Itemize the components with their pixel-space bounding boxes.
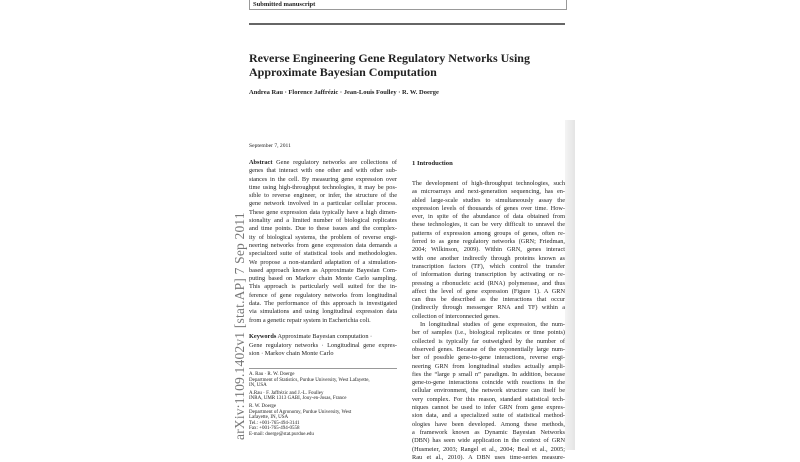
- introduction-line: ferred to as gene regulatory networks (GRN; Friedman,: [412, 238, 565, 246]
- title-line-2: Approximate Bayesian Computation: [249, 65, 437, 79]
- introduction-line: The development of high-throughput technologies, such: [412, 180, 565, 187]
- keywords-line: [249, 333, 397, 341]
- introduction-line: (Husmeier, 2003; Rangel et al., 2004; Beal et al., 2005;: [412, 445, 565, 453]
- introduction-line: collection of interconnected genes.: [412, 312, 500, 320]
- introduction-line: collected is typically far outweighed by the number of: [412, 337, 565, 345]
- introduction-line: gene-to-gene interactions coincide with reactions in the: [412, 379, 565, 387]
- abstract-line: [249, 250, 397, 258]
- abstract-line: [249, 275, 397, 283]
- introduction-line: these technologies, it can be very difficult to unravel the: [412, 221, 565, 229]
- submitted-manuscript-header: Submitted manuscript: [249, 0, 567, 10]
- abstract-line-text: specialized suite of statistical tools and methodologies.: [249, 250, 397, 258]
- arxiv-stamp: arXiv:1109.1402v1 [stat.AP] 7 Sep 2011: [232, 212, 247, 440]
- abstract-line: [249, 200, 397, 208]
- introduction-line: Rau et al., 2010). A DBN uses time-series measure-: [412, 453, 565, 461]
- author-list: Andrea Rau · Florence Jaffrézic · Jean-Louis Foulley · R. W. Doerge: [249, 89, 439, 96]
- affiliation-line: A.Rau · F. Jaffrézic and J.-L. Foulley: [249, 390, 324, 396]
- paper-title: [249, 51, 569, 79]
- affiliation-line: Department of Statistics, Purdue University, West Lafayette,: [249, 377, 370, 383]
- keywords-line-text: Gene regulatory networks · Longitudinal gene expres-: [249, 341, 397, 349]
- abstract-line-text: stances in the cell. By measuring gene expression over: [249, 175, 397, 183]
- abstract-line-text: genes that interact with one other and with other sub-: [249, 167, 397, 175]
- introduction-line: pressing a ribonucleic acid (RNA) polymerase, and thus: [412, 279, 565, 287]
- section-heading-introduction: 1 Introduction: [412, 160, 453, 167]
- introduction-line: (indirectly through messenger RNA and TF) within a: [412, 304, 565, 312]
- abstract-line-text: This approach is particularly well suited for the in-: [249, 283, 397, 291]
- introduction-line: sion data, and a specialized suite of statistical method-: [412, 412, 565, 420]
- abstract-line: [249, 300, 397, 308]
- abstract-line: [249, 267, 397, 275]
- affiliation-line: R. W. Doerge: [249, 403, 277, 409]
- introduction-line: abled large-scale studies to simultaneously assay the: [412, 196, 565, 204]
- abstract-line-text: sionality and a limited number of biological replicates: [249, 217, 397, 225]
- abstract-column: [249, 159, 397, 358]
- introduction-line: ber of samples (i.e., biological replicates or time points): [412, 329, 565, 337]
- abstract-line: [249, 317, 397, 325]
- abstract-line-text: and time points. Due to these issues and the complex-: [249, 225, 397, 233]
- abstract-line-text: We propose a non-standard adaptation of a simulation-: [249, 258, 397, 266]
- abstract-line-text: via simulations and using longitudinal expression data: [249, 308, 397, 316]
- affiliation-line: Department of Agronomy, Purdue University, West: [249, 409, 352, 415]
- affiliation-line: INRA, UMR 1313 GABI, Jouy-en-Josas, France: [249, 396, 347, 402]
- introduction-line: cellular environment, the network structure can itself be: [412, 387, 565, 395]
- introduction-line: transcription factors (TF), which control the transfer: [412, 262, 565, 270]
- introduction-line: ber of possible gene-to-gene interactions, reverse engi-: [412, 354, 565, 362]
- abstract-line-text: ity of biological systems, the problem of reverse engi-: [249, 233, 397, 241]
- keywords-label: Keywords: [249, 333, 277, 341]
- keywords-line: [249, 342, 397, 350]
- abstract-line: [249, 292, 397, 300]
- abstract-line: [249, 225, 397, 233]
- affiliations: [249, 372, 397, 440]
- title-line-1: Reverse Engineering Gene Regulatory Networks Using: [249, 51, 530, 65]
- introduction-line: ologies have been developed. Among these methods,: [412, 420, 565, 428]
- abstract-line-text: data. The performance of this approach is investigated: [249, 300, 397, 308]
- introduction-line: patterns of expression among groups of genes, often re-: [412, 229, 565, 237]
- introduction-line: as microarrays and next-generation sequencing, has en-: [412, 188, 565, 196]
- introduction-line: ever, in spite of the abundance of data obtained from: [412, 213, 565, 221]
- introduction-line: expression levels of thousands of genes over time. How-: [412, 204, 565, 212]
- abstract-line-text: gene network involved in a particular cellular process.: [249, 200, 397, 208]
- introduction-line: with one another indirectly through proteins known as: [412, 254, 565, 262]
- introduction-line: (DBN) has seen wide application in the context of GRN: [412, 437, 565, 445]
- abstract-line: [249, 308, 397, 316]
- introduction-line: affect the level of gene expression (Figure 1). A GRN: [412, 287, 565, 295]
- affiliation-line: Tel.: +001-765-494-3141: [249, 420, 300, 426]
- abstract-line-text: ference of gene regulatory networks from longitudinal: [249, 291, 397, 299]
- introduction-line: In longitudinal studies of gene expression, the num-: [420, 321, 565, 329]
- page-edge-shadow: [565, 120, 575, 450]
- abstract-line-text: from a genetic repair system in Escherichia coli.: [249, 316, 371, 324]
- keywords-line: [249, 350, 397, 358]
- affiliation-line: Fax: +001-765-494-0558: [249, 426, 300, 432]
- abstract-line: [249, 192, 397, 200]
- abstract-line-text: These gene expression data typically have a high dimen-: [249, 208, 397, 216]
- keywords-line-text: sion · Markov chain Monte Carlo: [249, 349, 334, 357]
- abstract-line: [249, 167, 397, 175]
- abstract-line: [249, 283, 397, 291]
- introduction-line: a framework known as Dynamic Bayesian Networks: [412, 428, 565, 436]
- affiliation-line: E-mail: doerge@stat.purdue.edu: [249, 431, 314, 437]
- introduction-line: observed genes. Because of the exponentially large num-: [412, 345, 565, 353]
- abstract-label: Abstract: [249, 159, 273, 166]
- abstract-line-text: time using high-throughput technologies, it may be pos-: [249, 183, 397, 191]
- abstract-line: [249, 159, 397, 167]
- abstract-line: [249, 259, 397, 267]
- keywords-line-text: Approximate Bayesian computation ·: [277, 333, 373, 341]
- abstract-line-text: puting based on Markov chain Monte Carlo sampling.: [249, 275, 397, 283]
- abstract-line-text: based approach known as Approximate Bayesian Com-: [249, 266, 397, 274]
- abstract-line-text: Gene regulatory networks are collections of: [276, 159, 397, 166]
- introduction-line: neering GRN from longitudinal studies actually ampli-: [412, 362, 565, 370]
- introduction-line: very complex. For this reason, standard statistical tech-: [412, 395, 565, 403]
- header-rule: [249, 23, 565, 25]
- affiliation-gap: [249, 438, 397, 440]
- abstract-line: [249, 184, 397, 192]
- introduction-line: niques cannot be used to infer GRN from gene expres-: [412, 404, 565, 412]
- abstract-line: [249, 234, 397, 242]
- abstract-line-text: neering networks from gene expression data demands a: [249, 241, 397, 249]
- abstract-line: [249, 209, 397, 217]
- affiliation-line: Lafayette, IN, USA: [249, 415, 289, 421]
- introduction-line: fies the “large p small n” paradigm. In addition, because: [412, 370, 565, 378]
- paper-date: September 7, 2011: [249, 143, 291, 149]
- affiliation-line: IN, USA: [249, 383, 267, 389]
- abstract-line: [249, 176, 397, 184]
- introduction-line: 2004; Wilkinson, 2009). Within GRN, genes interact: [412, 246, 565, 254]
- introduction-body: [412, 180, 565, 462]
- abstract-line: [249, 217, 397, 225]
- spacer: [249, 325, 397, 333]
- abstract-line: [249, 242, 397, 250]
- introduction-line: of information during transcription by activating or re-: [412, 271, 565, 279]
- affiliation-rule: [249, 368, 397, 369]
- abstract-line-text: sible to reverse engineer, or infer, the structure of the: [249, 192, 397, 200]
- introduction-line: can thus be described as the interactions that occur: [412, 296, 565, 304]
- affiliation-line: A. Rau · R. W. Doerge: [249, 372, 295, 377]
